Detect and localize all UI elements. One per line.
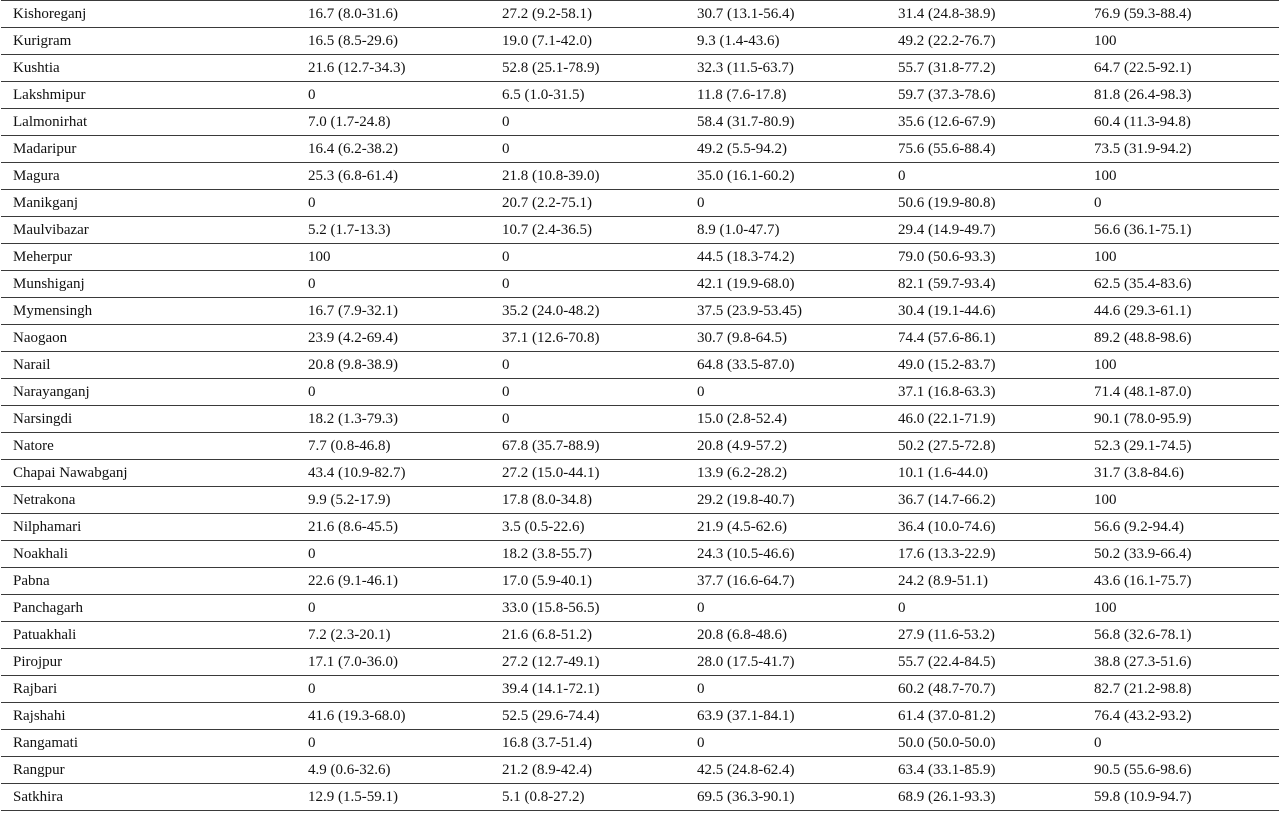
value-cell: 76.4 (43.2-93.2) bbox=[1084, 703, 1279, 730]
value-cell: 39.4 (14.1-72.1) bbox=[492, 676, 687, 703]
value-cell: 69.5 (36.3-90.1) bbox=[687, 784, 888, 811]
value-cell: 24.2 (8.9-51.1) bbox=[888, 568, 1084, 595]
value-cell: 9.9 (5.2-17.9) bbox=[298, 487, 492, 514]
table-row bbox=[1, 676, 1279, 703]
value-cell: 100 bbox=[1084, 352, 1279, 379]
value-cell: 27.2 (15.0-44.1) bbox=[492, 460, 687, 487]
value-cell: 19.0 (7.1-42.0) bbox=[492, 28, 687, 55]
value-cell: 67.8 (35.7-88.9) bbox=[492, 433, 687, 460]
value-cell: 37.1 (12.6-70.8) bbox=[492, 325, 687, 352]
table-row bbox=[1, 163, 1279, 190]
value-cell: 90.5 (55.6-98.6) bbox=[1084, 757, 1279, 784]
district-name-cell: Narail bbox=[1, 352, 298, 379]
value-cell: 0 bbox=[687, 730, 888, 757]
value-cell: 100 bbox=[1084, 595, 1279, 622]
district-name-cell: Madaripur bbox=[1, 136, 298, 163]
value-cell: 50.2 (27.5-72.8) bbox=[888, 433, 1084, 460]
value-cell: 31.4 (24.8-38.9) bbox=[888, 1, 1084, 28]
value-cell: 20.8 (9.8-38.9) bbox=[298, 352, 492, 379]
value-cell: 24.3 (10.5-46.6) bbox=[687, 541, 888, 568]
value-cell: 3.5 (0.5-22.6) bbox=[492, 514, 687, 541]
table-row bbox=[1, 757, 1279, 784]
value-cell: 20.8 (4.9-57.2) bbox=[687, 433, 888, 460]
value-cell: 0 bbox=[1084, 190, 1279, 217]
table-row bbox=[1, 271, 1279, 298]
value-cell: 43.6 (16.1-75.7) bbox=[1084, 568, 1279, 595]
value-cell: 23.9 (4.2-69.4) bbox=[298, 325, 492, 352]
value-cell: 50.6 (19.9-80.8) bbox=[888, 190, 1084, 217]
value-cell: 11.8 (7.6-17.8) bbox=[687, 82, 888, 109]
value-cell: 89.2 (48.8-98.6) bbox=[1084, 325, 1279, 352]
district-name-cell: Noakhali bbox=[1, 541, 298, 568]
value-cell: 37.7 (16.6-64.7) bbox=[687, 568, 888, 595]
value-cell: 35.6 (12.6-67.9) bbox=[888, 109, 1084, 136]
value-cell: 52.3 (29.1-74.5) bbox=[1084, 433, 1279, 460]
table-row bbox=[1, 325, 1279, 352]
table-row bbox=[1, 136, 1279, 163]
table-row bbox=[1, 460, 1279, 487]
table-row bbox=[1, 352, 1279, 379]
value-cell: 0 bbox=[687, 676, 888, 703]
value-cell: 38.8 (27.3-51.6) bbox=[1084, 649, 1279, 676]
district-name-cell: Satkhira bbox=[1, 784, 298, 811]
table-row bbox=[1, 703, 1279, 730]
value-cell: 64.8 (33.5-87.0) bbox=[687, 352, 888, 379]
value-cell: 0 bbox=[687, 379, 888, 406]
value-cell: 60.4 (11.3-94.8) bbox=[1084, 109, 1279, 136]
table-row bbox=[1, 784, 1279, 811]
value-cell: 100 bbox=[1084, 244, 1279, 271]
value-cell: 0 bbox=[298, 730, 492, 757]
value-cell: 90.1 (78.0-95.9) bbox=[1084, 406, 1279, 433]
value-cell: 0 bbox=[492, 136, 687, 163]
value-cell: 0 bbox=[492, 379, 687, 406]
table-row bbox=[1, 298, 1279, 325]
value-cell: 4.9 (0.6-32.6) bbox=[298, 757, 492, 784]
value-cell: 79.0 (50.6-93.3) bbox=[888, 244, 1084, 271]
value-cell: 21.6 (8.6-45.5) bbox=[298, 514, 492, 541]
value-cell: 50.2 (33.9-66.4) bbox=[1084, 541, 1279, 568]
table-row bbox=[1, 622, 1279, 649]
district-name-cell: Meherpur bbox=[1, 244, 298, 271]
value-cell: 35.0 (16.1-60.2) bbox=[687, 163, 888, 190]
value-cell: 20.8 (6.8-48.6) bbox=[687, 622, 888, 649]
district-name-cell: Natore bbox=[1, 433, 298, 460]
value-cell: 8.9 (1.0-47.7) bbox=[687, 217, 888, 244]
value-cell: 36.7 (14.7-66.2) bbox=[888, 487, 1084, 514]
table-row bbox=[1, 406, 1279, 433]
value-cell: 10.1 (1.6-44.0) bbox=[888, 460, 1084, 487]
value-cell: 32.3 (11.5-63.7) bbox=[687, 55, 888, 82]
value-cell: 100 bbox=[1084, 487, 1279, 514]
value-cell: 12.9 (1.5-59.1) bbox=[298, 784, 492, 811]
value-cell: 27.9 (11.6-53.2) bbox=[888, 622, 1084, 649]
value-cell: 55.7 (31.8-77.2) bbox=[888, 55, 1084, 82]
value-cell: 0 bbox=[298, 595, 492, 622]
table-row bbox=[1, 1, 1279, 28]
value-cell: 44.5 (18.3-74.2) bbox=[687, 244, 888, 271]
district-name-cell: Rajshahi bbox=[1, 703, 298, 730]
district-name-cell: Mymensingh bbox=[1, 298, 298, 325]
value-cell: 9.3 (1.4-43.6) bbox=[687, 28, 888, 55]
table-row bbox=[1, 55, 1279, 82]
table-row bbox=[1, 595, 1279, 622]
district-name-cell: Rangamati bbox=[1, 730, 298, 757]
table-row bbox=[1, 109, 1279, 136]
value-cell: 21.2 (8.9-42.4) bbox=[492, 757, 687, 784]
value-cell: 17.1 (7.0-36.0) bbox=[298, 649, 492, 676]
value-cell: 21.6 (12.7-34.3) bbox=[298, 55, 492, 82]
value-cell: 27.2 (12.7-49.1) bbox=[492, 649, 687, 676]
district-name-cell: Lakshmipur bbox=[1, 82, 298, 109]
value-cell: 17.0 (5.9-40.1) bbox=[492, 568, 687, 595]
table-row bbox=[1, 28, 1279, 55]
value-cell: 0 bbox=[298, 541, 492, 568]
district-name-cell: Maulvibazar bbox=[1, 217, 298, 244]
district-name-cell: Kishoreganj bbox=[1, 1, 298, 28]
value-cell: 7.7 (0.8-46.8) bbox=[298, 433, 492, 460]
value-cell: 0 bbox=[888, 595, 1084, 622]
value-cell: 50.0 (50.0-50.0) bbox=[888, 730, 1084, 757]
value-cell: 28.0 (17.5-41.7) bbox=[687, 649, 888, 676]
value-cell: 0 bbox=[492, 244, 687, 271]
value-cell: 58.4 (31.7-80.9) bbox=[687, 109, 888, 136]
value-cell: 59.8 (10.9-94.7) bbox=[1084, 784, 1279, 811]
value-cell: 21.6 (6.8-51.2) bbox=[492, 622, 687, 649]
value-cell: 18.2 (1.3-79.3) bbox=[298, 406, 492, 433]
value-cell: 0 bbox=[298, 190, 492, 217]
value-cell: 17.8 (8.0-34.8) bbox=[492, 487, 687, 514]
value-cell: 18.2 (3.8-55.7) bbox=[492, 541, 687, 568]
table-row bbox=[1, 568, 1279, 595]
value-cell: 29.2 (19.8-40.7) bbox=[687, 487, 888, 514]
value-cell: 0 bbox=[888, 163, 1084, 190]
value-cell: 21.8 (10.8-39.0) bbox=[492, 163, 687, 190]
value-cell: 0 bbox=[298, 82, 492, 109]
value-cell: 13.9 (6.2-28.2) bbox=[687, 460, 888, 487]
value-cell: 29.4 (14.9-49.7) bbox=[888, 217, 1084, 244]
value-cell: 0 bbox=[492, 352, 687, 379]
table-body bbox=[1, 1, 1279, 811]
value-cell: 37.5 (23.9-53.45) bbox=[687, 298, 888, 325]
value-cell: 62.5 (35.4-83.6) bbox=[1084, 271, 1279, 298]
value-cell: 16.7 (7.9-32.1) bbox=[298, 298, 492, 325]
value-cell: 59.7 (37.3-78.6) bbox=[888, 82, 1084, 109]
value-cell: 22.6 (9.1-46.1) bbox=[298, 568, 492, 595]
value-cell: 7.0 (1.7-24.8) bbox=[298, 109, 492, 136]
value-cell: 7.2 (2.3-20.1) bbox=[298, 622, 492, 649]
district-name-cell: Rajbari bbox=[1, 676, 298, 703]
district-name-cell: Panchagarh bbox=[1, 595, 298, 622]
value-cell: 75.6 (55.6-88.4) bbox=[888, 136, 1084, 163]
district-name-cell: Lalmonirhat bbox=[1, 109, 298, 136]
value-cell: 44.6 (29.3-61.1) bbox=[1084, 298, 1279, 325]
district-name-cell: Magura bbox=[1, 163, 298, 190]
district-name-cell: Narsingdi bbox=[1, 406, 298, 433]
value-cell: 0 bbox=[492, 271, 687, 298]
value-cell: 49.2 (22.2-76.7) bbox=[888, 28, 1084, 55]
value-cell: 35.2 (24.0-48.2) bbox=[492, 298, 687, 325]
table-row bbox=[1, 379, 1279, 406]
value-cell: 20.7 (2.2-75.1) bbox=[492, 190, 687, 217]
table-row bbox=[1, 730, 1279, 757]
value-cell: 52.8 (25.1-78.9) bbox=[492, 55, 687, 82]
value-cell: 52.5 (29.6-74.4) bbox=[492, 703, 687, 730]
value-cell: 5.1 (0.8-27.2) bbox=[492, 784, 687, 811]
value-cell: 43.4 (10.9-82.7) bbox=[298, 460, 492, 487]
table-row bbox=[1, 190, 1279, 217]
table-row bbox=[1, 649, 1279, 676]
value-cell: 60.2 (48.7-70.7) bbox=[888, 676, 1084, 703]
value-cell: 0 bbox=[298, 379, 492, 406]
value-cell: 100 bbox=[1084, 28, 1279, 55]
value-cell: 30.7 (13.1-56.4) bbox=[687, 1, 888, 28]
table-row bbox=[1, 487, 1279, 514]
value-cell: 46.0 (22.1-71.9) bbox=[888, 406, 1084, 433]
table-row bbox=[1, 433, 1279, 460]
district-name-cell: Narayanganj bbox=[1, 379, 298, 406]
district-name-cell: Munshiganj bbox=[1, 271, 298, 298]
value-cell: 42.5 (24.8-62.4) bbox=[687, 757, 888, 784]
value-cell: 30.7 (9.8-64.5) bbox=[687, 325, 888, 352]
value-cell: 63.9 (37.1-84.1) bbox=[687, 703, 888, 730]
value-cell: 10.7 (2.4-36.5) bbox=[492, 217, 687, 244]
value-cell: 15.0 (2.8-52.4) bbox=[687, 406, 888, 433]
value-cell: 0 bbox=[687, 595, 888, 622]
value-cell: 42.1 (19.9-68.0) bbox=[687, 271, 888, 298]
value-cell: 64.7 (22.5-92.1) bbox=[1084, 55, 1279, 82]
district-name-cell: Kurigram bbox=[1, 28, 298, 55]
district-name-cell: Kushtia bbox=[1, 55, 298, 82]
value-cell: 30.4 (19.1-44.6) bbox=[888, 298, 1084, 325]
value-cell: 63.4 (33.1-85.9) bbox=[888, 757, 1084, 784]
value-cell: 0 bbox=[1084, 730, 1279, 757]
district-data-table bbox=[1, 0, 1279, 811]
value-cell: 0 bbox=[492, 109, 687, 136]
value-cell: 31.7 (3.8-84.6) bbox=[1084, 460, 1279, 487]
value-cell: 74.4 (57.6-86.1) bbox=[888, 325, 1084, 352]
district-name-cell: Chapai Nawabganj bbox=[1, 460, 298, 487]
value-cell: 6.5 (1.0-31.5) bbox=[492, 82, 687, 109]
value-cell: 71.4 (48.1-87.0) bbox=[1084, 379, 1279, 406]
value-cell: 16.7 (8.0-31.6) bbox=[298, 1, 492, 28]
value-cell: 49.2 (5.5-94.2) bbox=[687, 136, 888, 163]
value-cell: 16.5 (8.5-29.6) bbox=[298, 28, 492, 55]
value-cell: 0 bbox=[492, 406, 687, 433]
table-row bbox=[1, 541, 1279, 568]
district-name-cell: Manikganj bbox=[1, 190, 298, 217]
value-cell: 33.0 (15.8-56.5) bbox=[492, 595, 687, 622]
value-cell: 81.8 (26.4-98.3) bbox=[1084, 82, 1279, 109]
value-cell: 0 bbox=[298, 271, 492, 298]
value-cell: 82.1 (59.7-93.4) bbox=[888, 271, 1084, 298]
value-cell: 56.6 (9.2-94.4) bbox=[1084, 514, 1279, 541]
value-cell: 100 bbox=[1084, 163, 1279, 190]
value-cell: 82.7 (21.2-98.8) bbox=[1084, 676, 1279, 703]
district-name-cell: Nilphamari bbox=[1, 514, 298, 541]
value-cell: 55.7 (22.4-84.5) bbox=[888, 649, 1084, 676]
table-row bbox=[1, 217, 1279, 244]
value-cell: 17.6 (13.3-22.9) bbox=[888, 541, 1084, 568]
value-cell: 36.4 (10.0-74.6) bbox=[888, 514, 1084, 541]
district-name-cell: Pirojpur bbox=[1, 649, 298, 676]
value-cell: 21.9 (4.5-62.6) bbox=[687, 514, 888, 541]
value-cell: 61.4 (37.0-81.2) bbox=[888, 703, 1084, 730]
value-cell: 5.2 (1.7-13.3) bbox=[298, 217, 492, 244]
district-name-cell: Netrakona bbox=[1, 487, 298, 514]
value-cell: 0 bbox=[687, 190, 888, 217]
value-cell: 56.8 (32.6-78.1) bbox=[1084, 622, 1279, 649]
table-row bbox=[1, 244, 1279, 271]
value-cell: 100 bbox=[298, 244, 492, 271]
value-cell: 73.5 (31.9-94.2) bbox=[1084, 136, 1279, 163]
value-cell: 25.3 (6.8-61.4) bbox=[298, 163, 492, 190]
district-name-cell: Patuakhali bbox=[1, 622, 298, 649]
value-cell: 37.1 (16.8-63.3) bbox=[888, 379, 1084, 406]
district-name-cell: Pabna bbox=[1, 568, 298, 595]
value-cell: 68.9 (26.1-93.3) bbox=[888, 784, 1084, 811]
value-cell: 49.0 (15.2-83.7) bbox=[888, 352, 1084, 379]
table-row bbox=[1, 514, 1279, 541]
value-cell: 56.6 (36.1-75.1) bbox=[1084, 217, 1279, 244]
value-cell: 16.8 (3.7-51.4) bbox=[492, 730, 687, 757]
table-row bbox=[1, 82, 1279, 109]
district-name-cell: Naogaon bbox=[1, 325, 298, 352]
value-cell: 76.9 (59.3-88.4) bbox=[1084, 1, 1279, 28]
value-cell: 0 bbox=[298, 676, 492, 703]
value-cell: 16.4 (6.2-38.2) bbox=[298, 136, 492, 163]
value-cell: 27.2 (9.2-58.1) bbox=[492, 1, 687, 28]
district-name-cell: Rangpur bbox=[1, 757, 298, 784]
value-cell: 41.6 (19.3-68.0) bbox=[298, 703, 492, 730]
